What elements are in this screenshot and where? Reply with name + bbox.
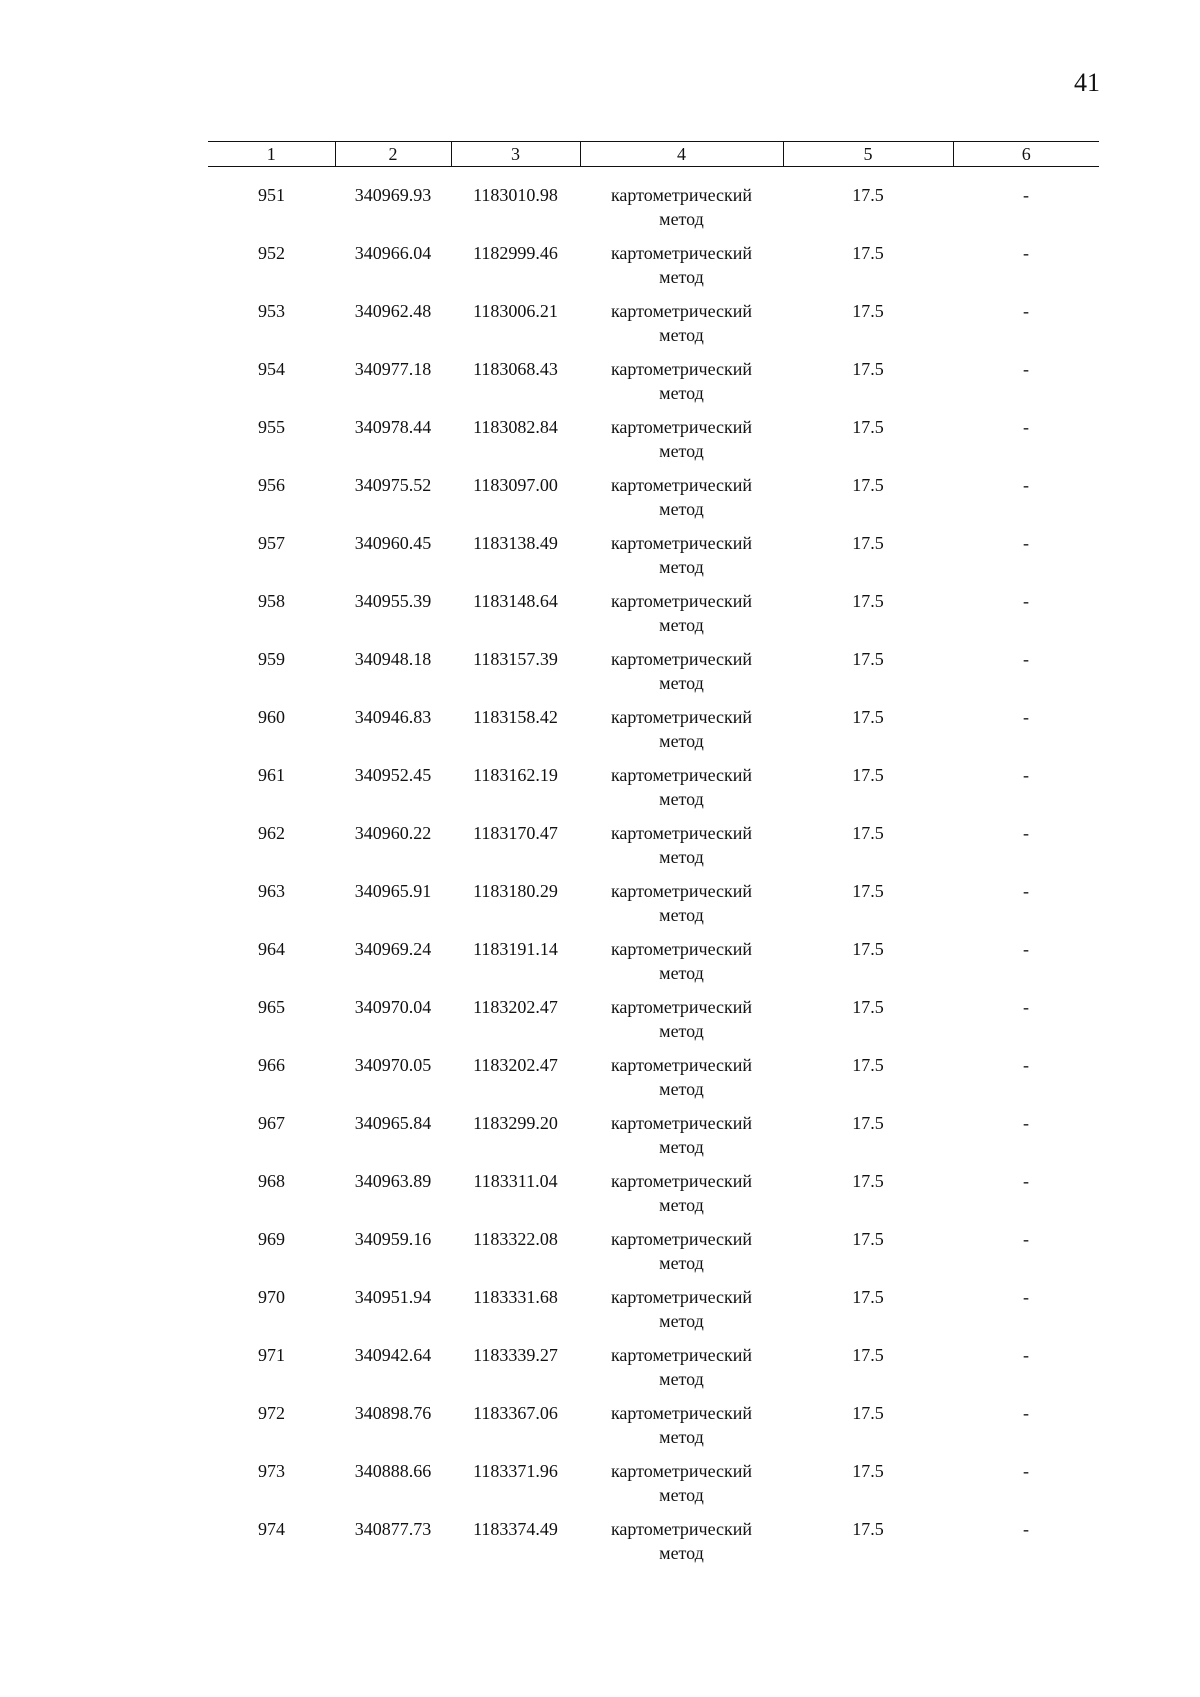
method-line-1: картометрический: [610, 1113, 753, 1133]
x-coordinate-cell: 340942.64: [354, 1345, 432, 1365]
method-cell: [580, 167, 783, 242]
y-coordinate-cell: 1183082.84: [473, 417, 558, 437]
point-number-cell: 961: [258, 765, 285, 785]
method-cell: [580, 241, 783, 299]
note-cell: -: [1023, 591, 1029, 611]
note-cell: -: [1023, 1229, 1029, 1249]
method-line-1: картометрический: [610, 765, 753, 785]
method-line-1: картометрический: [610, 707, 753, 727]
method-cell: [580, 1227, 783, 1285]
accuracy-cell: 17.5: [852, 765, 884, 785]
method-cell: [580, 1459, 783, 1517]
accuracy-cell: 17.5: [852, 1055, 884, 1075]
accuracy-cell: 17.5: [852, 1113, 884, 1133]
point-number-cell: 962: [258, 823, 285, 843]
accuracy-cell: 17.5: [852, 243, 884, 263]
method-line-1: картометрический: [610, 1287, 753, 1307]
table-row: [208, 589, 1099, 647]
accuracy-cell: 17.5: [852, 301, 884, 321]
method-line-1: картометрический: [610, 1403, 753, 1423]
accuracy-cell: 17.5: [852, 1229, 884, 1249]
y-coordinate-cell: 1183371.96: [473, 1461, 558, 1481]
method-line-1: картометрический: [610, 185, 753, 205]
method-cell: [580, 1111, 783, 1169]
y-coordinate-cell: 1183191.14: [473, 939, 558, 959]
table-row: [208, 241, 1099, 299]
table-row: [208, 299, 1099, 357]
y-coordinate-cell: 1183202.47: [473, 1055, 558, 1075]
y-coordinate-cell: 1183180.29: [473, 881, 558, 901]
method-cell: [580, 1169, 783, 1227]
accuracy-cell: 17.5: [852, 649, 884, 669]
method-cell: [580, 473, 783, 531]
method-line-2: метод: [659, 383, 704, 403]
table-row: [208, 1169, 1099, 1227]
method-line-2: метод: [659, 441, 704, 461]
note-cell: -: [1023, 243, 1029, 263]
note-cell: -: [1023, 1055, 1029, 1075]
note-cell: -: [1023, 1461, 1029, 1481]
note-cell: -: [1023, 881, 1029, 901]
note-cell: -: [1023, 1287, 1029, 1307]
point-number-cell: 957: [258, 533, 285, 553]
note-cell: -: [1023, 939, 1029, 959]
method-line-2: метод: [659, 499, 704, 519]
point-number-cell: 953: [258, 301, 285, 321]
method-cell: [580, 995, 783, 1053]
note-cell: -: [1023, 1519, 1029, 1539]
table-row: [208, 1517, 1099, 1575]
accuracy-cell: 17.5: [852, 823, 884, 843]
table-row: [208, 1053, 1099, 1111]
method-line-1: картометрический: [610, 1171, 753, 1191]
note-cell: -: [1023, 765, 1029, 785]
accuracy-cell: 17.5: [852, 881, 884, 901]
point-number-cell: 972: [258, 1403, 285, 1423]
x-coordinate-cell: 340965.91: [354, 881, 432, 901]
method-line-1: картометрический: [610, 533, 753, 553]
y-coordinate-cell: 1183157.39: [473, 649, 558, 669]
method-line-2: метод: [659, 905, 704, 925]
note-cell: -: [1023, 1113, 1029, 1133]
y-coordinate-cell: 1183202.47: [473, 997, 558, 1017]
method-line-2: метод: [659, 325, 704, 345]
x-coordinate-cell: 340966.04: [354, 243, 432, 263]
table-row: [208, 531, 1099, 589]
method-line-2: метод: [659, 1079, 704, 1099]
note-cell: -: [1023, 997, 1029, 1017]
method-line-2: метод: [659, 1311, 704, 1331]
table-row: [208, 647, 1099, 705]
x-coordinate-cell: 340969.93: [354, 185, 432, 205]
method-line-1: картометрический: [610, 243, 753, 263]
point-number-cell: 955: [258, 417, 285, 437]
method-line-2: метод: [659, 1369, 704, 1389]
table-row: [208, 1401, 1099, 1459]
method-cell: [580, 705, 783, 763]
method-cell: [580, 1053, 783, 1111]
method-line-1: картометрический: [610, 881, 753, 901]
note-cell: -: [1023, 417, 1029, 437]
point-number-cell: 952: [258, 243, 285, 263]
point-number-cell: 966: [258, 1055, 285, 1075]
note-cell: -: [1023, 707, 1029, 727]
accuracy-cell: 17.5: [852, 1519, 884, 1539]
method-line-2: метод: [659, 1195, 704, 1215]
table-row: [208, 821, 1099, 879]
method-line-1: картометрический: [610, 1055, 753, 1075]
method-line-2: метод: [659, 847, 704, 867]
point-number-cell: 967: [258, 1113, 285, 1133]
method-line-1: картометрический: [610, 1519, 753, 1539]
method-line-2: метод: [659, 789, 704, 809]
table-row: [208, 1227, 1099, 1285]
method-line-2: метод: [659, 1485, 704, 1505]
method-line-1: картометрический: [610, 823, 753, 843]
table-row: [208, 1343, 1099, 1401]
method-cell: [580, 1285, 783, 1343]
method-line-1: картометрический: [610, 939, 753, 959]
x-coordinate-cell: 340951.94: [354, 1287, 432, 1307]
y-coordinate-cell: 1183148.64: [473, 591, 558, 611]
table-row: [208, 167, 1099, 242]
note-cell: -: [1023, 823, 1029, 843]
point-number-cell: 970: [258, 1287, 285, 1307]
accuracy-cell: 17.5: [852, 997, 884, 1017]
y-coordinate-cell: 1183170.47: [473, 823, 558, 843]
table-row: [208, 705, 1099, 763]
x-coordinate-cell: 340948.18: [354, 649, 432, 669]
method-line-2: метод: [659, 615, 704, 635]
method-line-2: метод: [659, 1543, 704, 1563]
table-row: [208, 937, 1099, 995]
table-row: [208, 763, 1099, 821]
note-cell: -: [1023, 301, 1029, 321]
x-coordinate-cell: 340960.45: [354, 533, 432, 553]
point-number-cell: 964: [258, 939, 285, 959]
x-coordinate-cell: 340970.04: [354, 997, 432, 1017]
accuracy-cell: 17.5: [852, 1403, 884, 1423]
accuracy-cell: 17.5: [852, 359, 884, 379]
method-cell: [580, 937, 783, 995]
x-coordinate-cell: 340888.66: [354, 1461, 432, 1481]
point-number-cell: 959: [258, 649, 285, 669]
table-row: [208, 1111, 1099, 1169]
method-cell: [580, 357, 783, 415]
method-cell: [580, 1517, 783, 1575]
accuracy-cell: 17.5: [852, 591, 884, 611]
method-cell: [580, 763, 783, 821]
note-cell: -: [1023, 649, 1029, 669]
method-cell: [580, 589, 783, 647]
accuracy-cell: 17.5: [852, 1345, 884, 1365]
method-line-2: метод: [659, 1427, 704, 1447]
point-number-cell: 969: [258, 1229, 285, 1249]
method-cell: [580, 299, 783, 357]
x-coordinate-cell: 340960.22: [354, 823, 432, 843]
x-coordinate-cell: 340898.76: [354, 1403, 432, 1423]
x-coordinate-cell: 340978.44: [354, 417, 432, 437]
x-coordinate-cell: 340959.16: [354, 1229, 432, 1249]
y-coordinate-cell: 1183158.42: [473, 707, 558, 727]
point-number-cell: 956: [258, 475, 285, 495]
y-coordinate-cell: 1183299.20: [473, 1113, 558, 1133]
method-line-1: картометрический: [610, 591, 753, 611]
table-row: [208, 473, 1099, 531]
point-number-cell: 954: [258, 359, 285, 379]
accuracy-cell: 17.5: [852, 533, 884, 553]
note-cell: -: [1023, 359, 1029, 379]
column-header-2: 2: [335, 142, 451, 167]
accuracy-cell: 17.5: [852, 707, 884, 727]
point-number-cell: 951: [258, 185, 285, 205]
method-line-2: метод: [659, 1021, 704, 1041]
table-header: [208, 142, 1099, 167]
method-line-1: картометрический: [610, 359, 753, 379]
table-row: [208, 1459, 1099, 1517]
y-coordinate-cell: 1183162.19: [473, 765, 558, 785]
page-number: 41: [1074, 68, 1100, 97]
method-cell: [580, 1343, 783, 1401]
table-row: [208, 995, 1099, 1053]
point-number-cell: 973: [258, 1461, 285, 1481]
method-cell: [580, 531, 783, 589]
table-row: [208, 357, 1099, 415]
method-line-2: метод: [659, 673, 704, 693]
table-row: [208, 879, 1099, 937]
y-coordinate-cell: 1183367.06: [473, 1403, 558, 1423]
point-number-cell: 965: [258, 997, 285, 1017]
y-coordinate-cell: 1183331.68: [473, 1287, 558, 1307]
note-cell: -: [1023, 1345, 1029, 1365]
table-body: [208, 167, 1099, 1576]
note-cell: -: [1023, 475, 1029, 495]
method-line-1: картометрический: [610, 475, 753, 495]
point-number-cell: 960: [258, 707, 285, 727]
x-coordinate-cell: 340970.05: [354, 1055, 432, 1075]
point-number-cell: 971: [258, 1345, 285, 1365]
method-line-1: картометрический: [610, 997, 753, 1017]
method-line-2: метод: [659, 731, 704, 751]
x-coordinate-cell: 340969.24: [354, 939, 432, 959]
y-coordinate-cell: 1183010.98: [473, 185, 558, 205]
method-line-2: метод: [659, 1253, 704, 1273]
y-coordinate-cell: 1183339.27: [473, 1345, 558, 1365]
table-row: [208, 415, 1099, 473]
x-coordinate-cell: 340952.45: [354, 765, 432, 785]
point-number-cell: 968: [258, 1171, 285, 1191]
accuracy-cell: 17.5: [852, 939, 884, 959]
point-number-cell: 958: [258, 591, 285, 611]
method-line-1: картометрический: [610, 1461, 753, 1481]
accuracy-cell: 17.5: [852, 1461, 884, 1481]
column-header-6: 6: [953, 142, 1099, 167]
coordinates-table: [208, 141, 1099, 1575]
method-line-1: картометрический: [610, 417, 753, 437]
accuracy-cell: 17.5: [852, 185, 884, 205]
method-line-2: метод: [659, 963, 704, 983]
method-line-1: картометрический: [610, 301, 753, 321]
note-cell: -: [1023, 185, 1029, 205]
y-coordinate-cell: 1183311.04: [473, 1171, 558, 1191]
point-number-cell: 974: [258, 1519, 285, 1539]
point-number-cell: 963: [258, 881, 285, 901]
y-coordinate-cell: 1183374.49: [473, 1519, 558, 1539]
y-coordinate-cell: 1182999.46: [473, 243, 558, 263]
y-coordinate-cell: 1183068.43: [473, 359, 558, 379]
method-cell: [580, 879, 783, 937]
y-coordinate-cell: 1183006.21: [473, 301, 558, 321]
x-coordinate-cell: 340962.48: [354, 301, 432, 321]
x-coordinate-cell: 340975.52: [354, 475, 432, 495]
note-cell: -: [1023, 533, 1029, 553]
note-cell: -: [1023, 1171, 1029, 1191]
y-coordinate-cell: 1183138.49: [473, 533, 558, 553]
header-row: [208, 142, 1099, 167]
method-cell: [580, 647, 783, 705]
accuracy-cell: 17.5: [852, 1287, 884, 1307]
method-line-2: метод: [659, 209, 704, 229]
method-line-2: метод: [659, 267, 704, 287]
column-header-4: 4: [580, 142, 783, 167]
y-coordinate-cell: 1183097.00: [473, 475, 558, 495]
method-line-1: картометрический: [610, 1229, 753, 1249]
method-line-2: метод: [659, 1137, 704, 1157]
method-cell: [580, 415, 783, 473]
method-line-1: картометрический: [610, 1345, 753, 1365]
x-coordinate-cell: 340965.84: [354, 1113, 432, 1133]
y-coordinate-cell: 1183322.08: [473, 1229, 558, 1249]
method-line-2: метод: [659, 557, 704, 577]
column-header-5: 5: [783, 142, 953, 167]
note-cell: -: [1023, 1403, 1029, 1423]
method-line-1: картометрический: [610, 649, 753, 669]
x-coordinate-cell: 340977.18: [354, 359, 432, 379]
accuracy-cell: 17.5: [852, 475, 884, 495]
x-coordinate-cell: 340877.73: [354, 1519, 432, 1539]
method-cell: [580, 1401, 783, 1459]
method-cell: [580, 821, 783, 879]
table-row: [208, 1285, 1099, 1343]
accuracy-cell: 17.5: [852, 1171, 884, 1191]
column-header-3: 3: [451, 142, 580, 167]
column-header-1: 1: [208, 142, 335, 167]
x-coordinate-cell: 340946.83: [354, 707, 432, 727]
x-coordinate-cell: 340955.39: [354, 591, 432, 611]
x-coordinate-cell: 340963.89: [354, 1171, 432, 1191]
accuracy-cell: 17.5: [852, 417, 884, 437]
